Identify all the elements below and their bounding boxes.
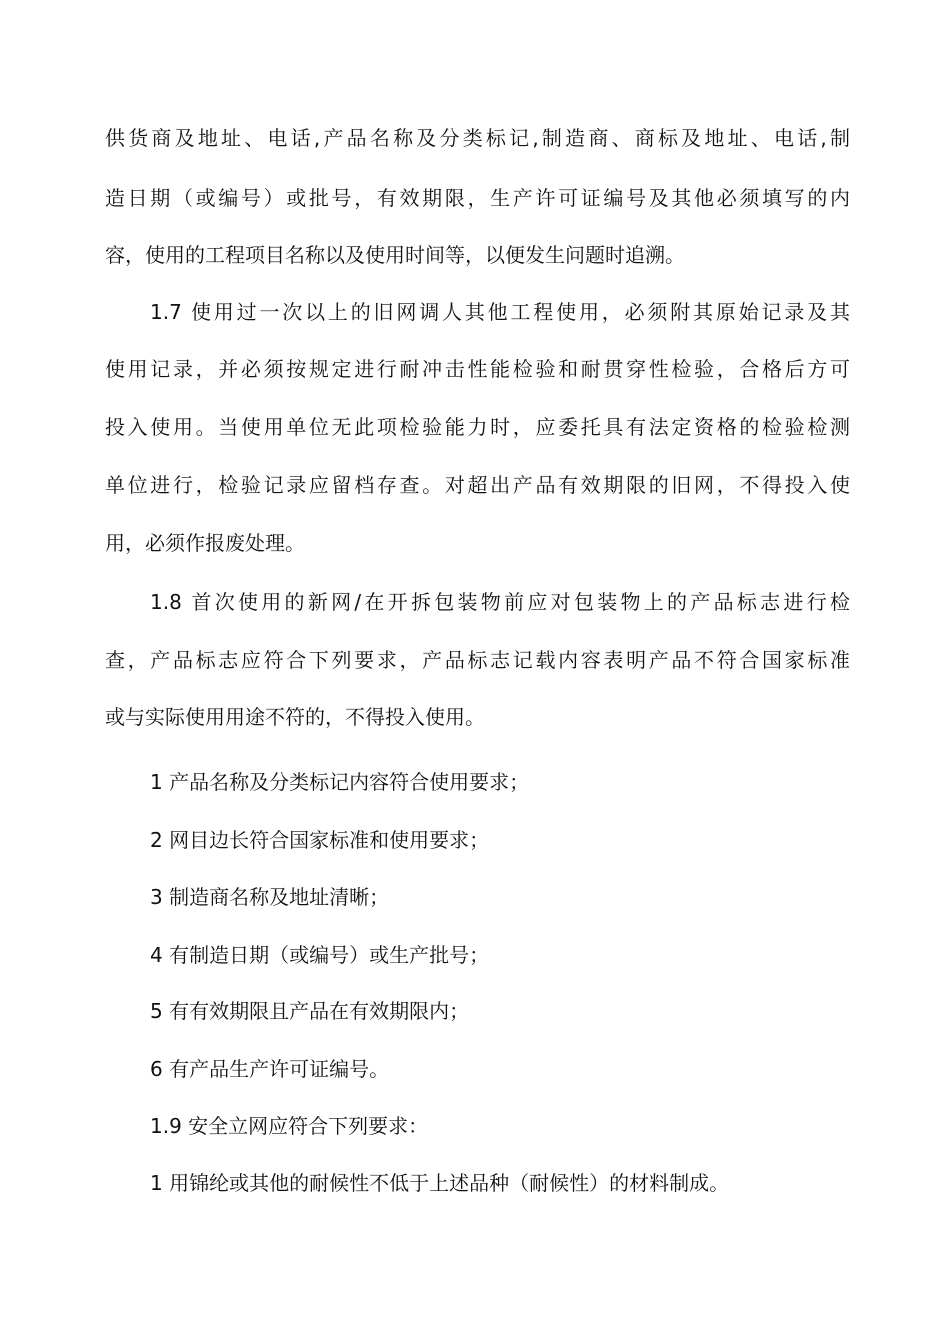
list-item: 1 产品名称及分类标记内容符合使用要求；	[150, 770, 530, 794]
list-item: 5 有有效期限且产品在有效期限内；	[150, 999, 470, 1023]
text-line: 单位进行，检验记录应留档存查。对超出产品有效期限的旧网，不得投入使	[105, 473, 850, 497]
list-item: 3 制造商名称及地址清晰；	[150, 885, 390, 909]
clause-1-9-heading: 1.9 安全立网应符合下列要求：	[150, 1114, 429, 1138]
text-line: 供货商及地址、电话,产品名称及分类标记,制造商、商标及地址、电话,制	[105, 126, 850, 150]
text-line: 投入使用。当使用单位无此项检验能力时，应委托具有法定资格的检验检测	[105, 415, 850, 439]
list-item: 4 有制造日期（或编号）或生产批号；	[150, 943, 490, 967]
text-line: 容，使用的工程项目名称以及使用时间等，以便发生问题时追溯。	[105, 243, 685, 267]
list-item: 2 网目边长符合国家标准和使用要求；	[150, 828, 490, 852]
text-line: 1.8 首次使用的新网/在开拆包装物前应对包装物上的产品标志进行检	[150, 590, 850, 614]
list-item: 1 用锦纶或其他的耐候性不低于上述品种（耐候性）的材料制成。	[150, 1171, 730, 1195]
list-item: 6 有产品生产许可证编号。	[150, 1057, 390, 1081]
text-line: 造日期（或编号）或批号，有效期限，生产许可证编号及其他必须填写的内	[105, 186, 850, 210]
text-line: 或与实际使用用途不符的，不得投入使用。	[105, 705, 485, 729]
text-line: 用，必须作报废处理。	[105, 531, 305, 555]
text-line: 查，产品标志应符合下列要求，产品标志记载内容表明产品不符合国家标准	[105, 648, 850, 672]
text-line: 1.7 使用过一次以上的旧网调人其他工程使用，必须附其原始记录及其	[150, 300, 850, 324]
text-line: 使用记录，并必须按规定进行耐冲击性能检验和耐贯穿性检验，合格后方可	[105, 357, 850, 381]
